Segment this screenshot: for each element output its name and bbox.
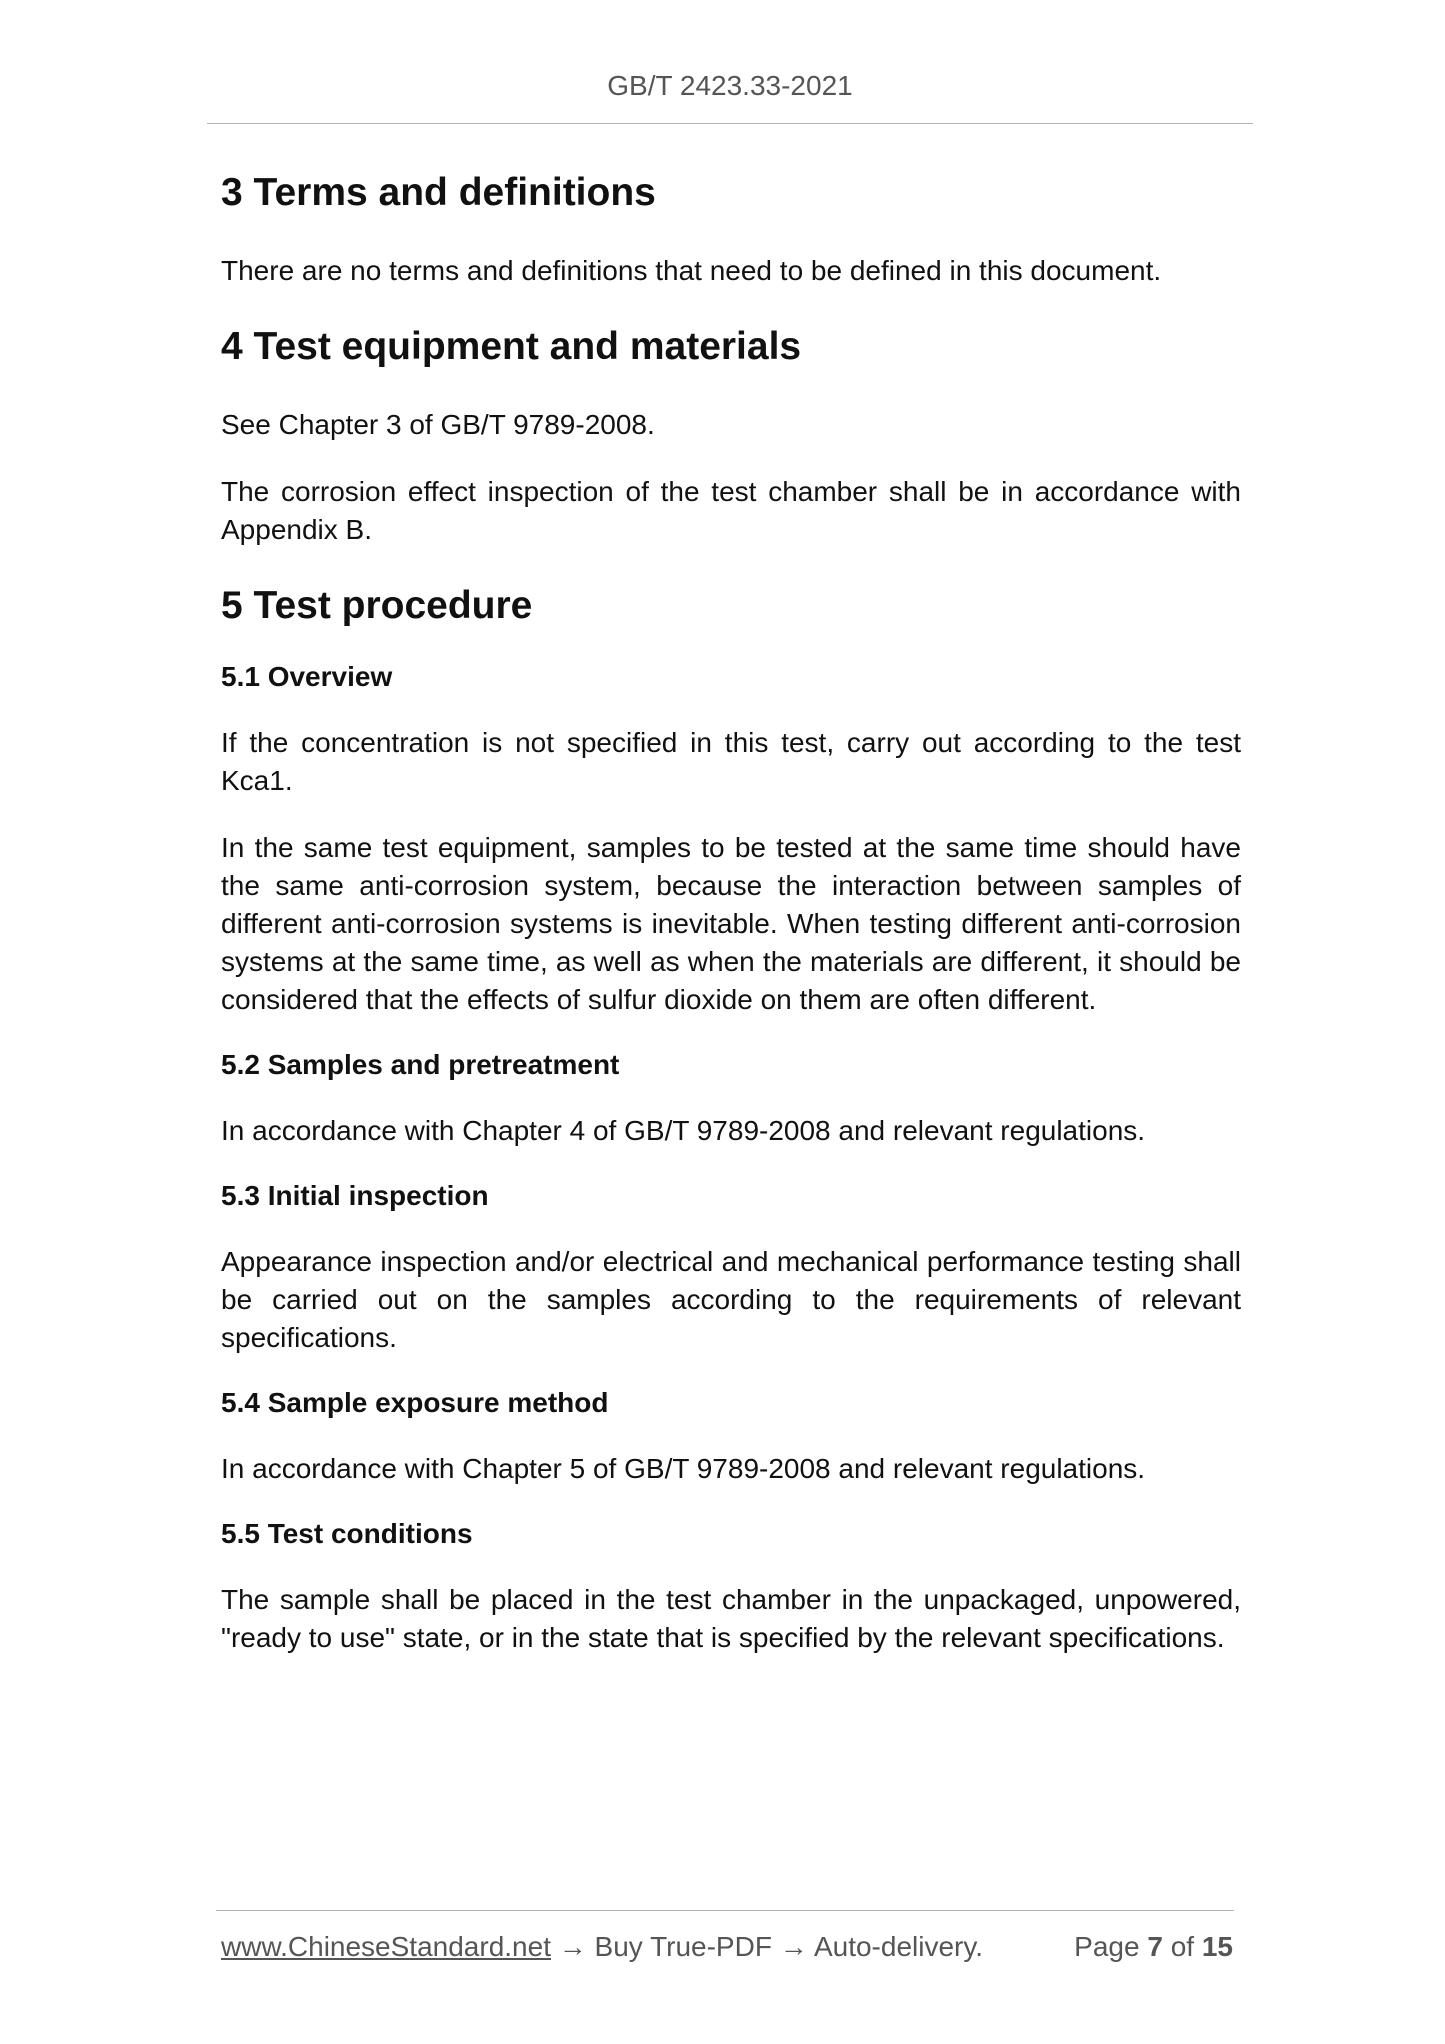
page-number [1074,1930,1233,1964]
subsection-5-4-paragraph: In accordance with Chapter 5 of GB/T 9789-2008 and relevant regulations. [221,1453,1146,1484]
running-header: GB/T 2423.33-2021 [607,70,853,101]
subsection-5-1-paragraph-2: In the same test equipment, samples to be tested at the same time should have the same anti-corrosion system, because the interaction between samples of different anti-corrosion systems is inevitable. When testing different anti-corrosion systems at the same time, as well as when the materials are different, it should be considered that the effects of sulfur dioxide on them are often different. [221,832,1241,1015]
section-4-paragraph-1: See Chapter 3 of GB/T 9789-2008. [221,409,655,440]
auto-delivery-text: Auto-delivery. [813,1931,984,1962]
current-page: 7 [1147,1931,1163,1962]
subsection-5-1-heading: 5.1 Overview [221,661,393,692]
footer-promo [221,1930,983,1964]
page-label: Page [1074,1931,1140,1962]
subsection-5-2-paragraph: In accordance with Chapter 4 of GB/T 9789-2008 and relevant regulations. [221,1115,1146,1146]
section-5-heading: 5 Test procedure [221,584,533,627]
section-3-heading: 3 Terms and definitions [221,171,656,214]
subsection-5-3-paragraph: Appearance inspection and/or electrical and mechanical performance testing shall be carried out on the samples according to the requirements of relevant specifications. [221,1246,1241,1353]
subsection-5-4-heading: 5.4 Sample exposure method [221,1387,609,1418]
subsection-5-5-paragraph: The sample shall be placed in the test chamber in the unpackaged, unpowered, "ready to use" state, or in the state that is specified by the relevant specifications. [221,1584,1241,1653]
section-4-paragraph-2: The corrosion effect inspection of the test chamber shall be in accordance with Appendix B. [221,476,1241,545]
subsection-5-5-heading: 5.5 Test conditions [221,1518,473,1549]
page-content [221,164,1241,1657]
buy-pdf-text: Buy True-PDF [594,1931,772,1962]
footer-divider [216,1910,1234,1911]
arrow-right-icon: → [779,1931,808,1962]
section-4-heading: 4 Test equipment and materials [221,325,802,368]
website-link[interactable]: www.ChineseStandard.net [221,1931,551,1962]
header-divider [207,123,1253,124]
arrow-right-icon: → [558,1931,587,1962]
of-label: of [1170,1931,1195,1962]
subsection-5-2-heading: 5.2 Samples and pretreatment [221,1049,620,1080]
total-pages: 15 [1201,1931,1233,1962]
subsection-5-1-paragraph-1: If the concentration is not specified in this test, carry out according to the test Kca1. [221,727,1241,796]
section-3-paragraph: There are no terms and definitions that need to be defined in this document. [221,255,1162,286]
subsection-5-3-heading: 5.3 Initial inspection [221,1180,489,1211]
